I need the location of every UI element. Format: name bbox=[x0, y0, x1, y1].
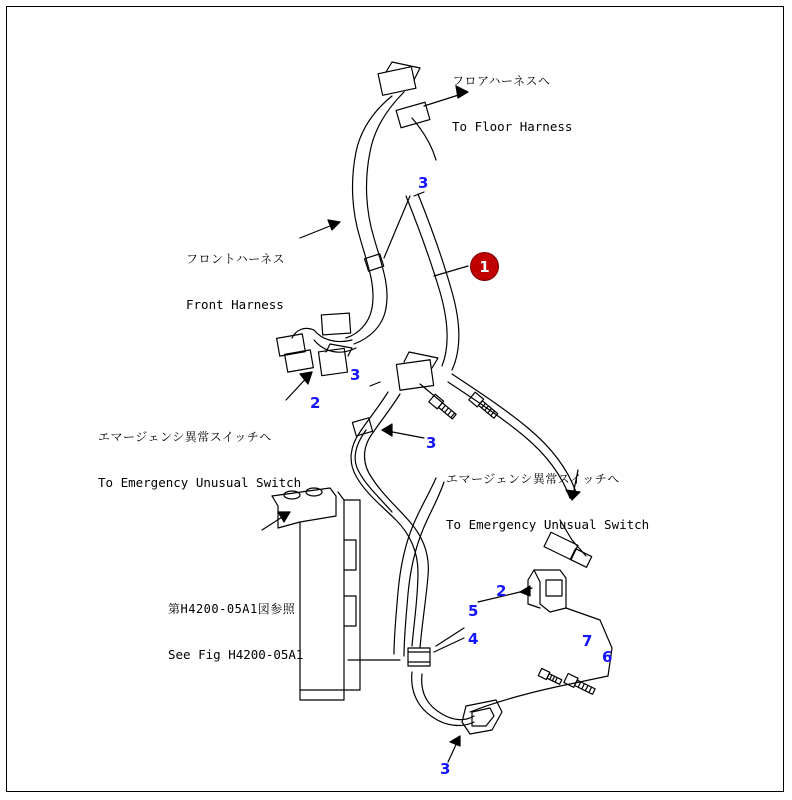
label-to-floor-harness: フロアハーネスへ To Floor Harness bbox=[452, 74, 573, 134]
item-number-3-bottom: 3 bbox=[440, 760, 451, 778]
item-number-4: 4 bbox=[468, 630, 479, 648]
item-number-3-mid: 3 bbox=[350, 366, 361, 384]
item-number-5: 5 bbox=[468, 602, 479, 620]
item-number-3-top: 3 bbox=[418, 174, 429, 192]
callout-1: 1 bbox=[470, 252, 499, 281]
item-number-2-right: 2 bbox=[496, 582, 507, 600]
item-number-7: 7 bbox=[582, 632, 593, 650]
label-to-emergency-unusual-switch-right: エマージェンシ異常スイッチへ To Emergency Unusual Switch bbox=[446, 472, 650, 532]
label-see-fig-h4200-05a1: 第H4200-05A1図参照 See Fig H4200-05A1 bbox=[168, 602, 304, 662]
item-number-2-left: 2 bbox=[310, 394, 321, 412]
label-front-harness: フロントハーネス Front Harness bbox=[186, 252, 286, 312]
item-number-6: 6 bbox=[602, 648, 613, 666]
label-to-emergency-unusual-switch-left: エマージェンシ異常スイッチへ To Emergency Unusual Switch bbox=[98, 430, 302, 490]
item-number-3-center: 3 bbox=[426, 434, 437, 452]
